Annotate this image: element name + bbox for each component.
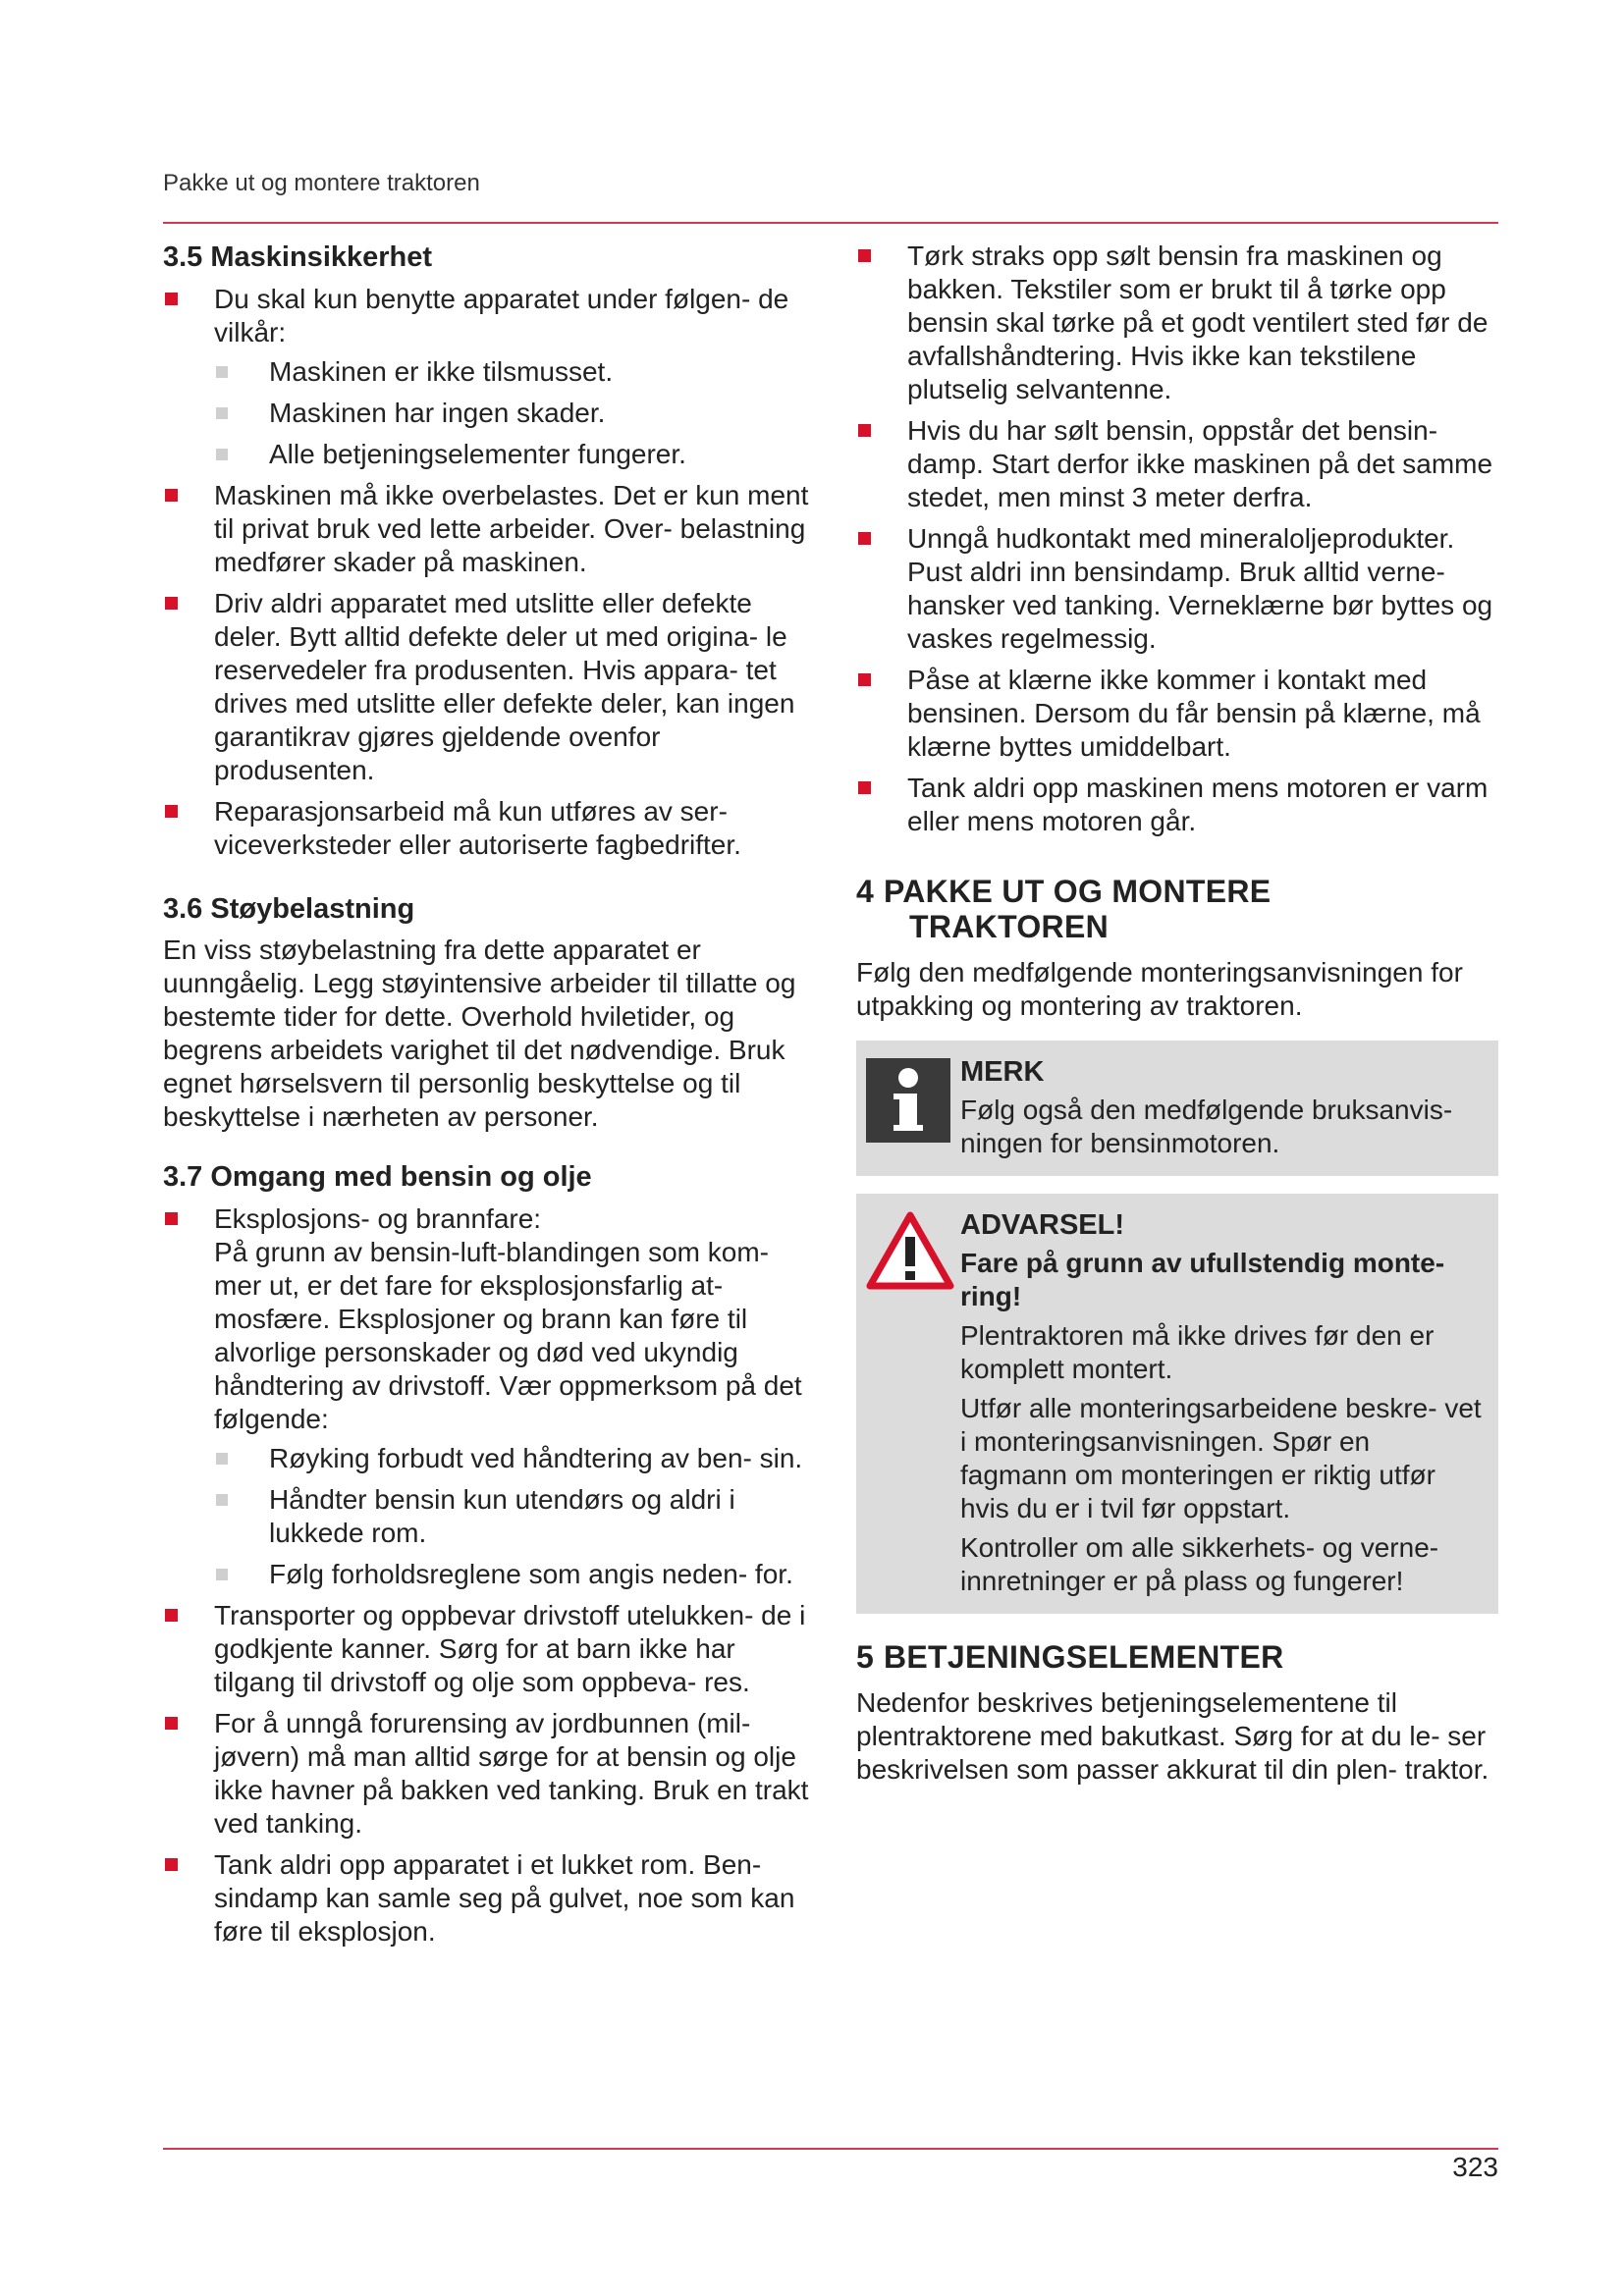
advarsel-paragraph: Plentraktoren må ikke drives før den er komplett montert. (960, 1320, 1435, 1384)
sub-bullet-square-icon (216, 366, 228, 378)
bullet-square-icon (165, 1609, 178, 1622)
list-item-text: Påse at klærne ikke kommer i kontakt med bensinen. Dersom du får bensin på klærne, må klærne byttes umiddelbart. (907, 665, 1481, 762)
bullet-square-icon (858, 249, 871, 262)
advarsel-paragraph: Utfør alle monteringsarbeidene beskre- vet i monteringsanvisningen. Spør en fagmann om monteringen er riktig utfør hvis du er i tvil før oppstart. (960, 1393, 1482, 1523)
list-item-text: Transporter og oppbevar drivstoff utelukken- de i godkjente kanner. Sørg for at barn ikke har tilgang til drivstoff og olje som oppbeva- res. (214, 1600, 806, 1698)
section-3-7-title: 3.7 Omgang med bensin og olje (163, 1161, 592, 1194)
sub-bullet-square-icon (216, 1569, 228, 1580)
advarsel-subtitle: Fare på grunn av ufullstendig monte- ring! (960, 1248, 1445, 1311)
footer-rule (163, 2148, 1498, 2150)
right-column (856, 240, 1498, 1804)
section-3-6-title: 3.6 Støybelastning (163, 892, 415, 925)
list-item (163, 1848, 811, 1949)
list-item-text: Tank aldri opp maskinen mens motoren er varm eller mens motoren går. (907, 773, 1489, 836)
bullet-square-icon (165, 597, 178, 610)
bullet-square-icon (165, 1717, 178, 1730)
section-3-5-title: 3.5 Maskinsikkerhet (163, 241, 433, 273)
sub-list-item-text: Maskinen har ingen skader. (269, 397, 606, 428)
list-item-text: Tørk straks opp sølt bensin fra maskinen og bakken. Tekstiler som er brukt til å tørke opp bensin skal tørke på et godt ventilert sted før de avfallshåndtering. Hvis ikke kan tekstilene plutselig selvantenne. (907, 240, 1489, 404)
section-4-title (856, 874, 1498, 944)
list-item (163, 283, 811, 471)
running-header: Pakke ut og montere traktoren (163, 170, 480, 196)
list-item-text: Maskinen må ikke overbelastes. Det er kun ment til privat bruk ved lette arbeider. Over- belastning medfører skader på maskinen. (214, 479, 809, 577)
page-number: 323 (1452, 2152, 1498, 2182)
sub-list-item (214, 1483, 811, 1550)
section-5-text: Nedenfor beskrives betjeningselementene til plentraktorene med bakutkast. Sørg for at du le- ser beskrivelsen som passer akkurat til din plen- traktor. (856, 1687, 1489, 1785)
sub-list-item-text: Maskinen er ikke tilsmusset. (269, 355, 614, 387)
sub-bullet-square-icon (216, 449, 228, 460)
section-5-title (856, 1639, 1498, 1675)
sub-list-item (214, 1442, 811, 1475)
bullet-square-icon (858, 673, 871, 686)
list-item (856, 240, 1498, 406)
list-item (163, 1707, 811, 1841)
info-icon (866, 1058, 950, 1148)
sub-list-item-text: Håndter bensin kun utendørs og aldri i lukkede rom. (269, 1484, 735, 1549)
merk-notice (856, 1041, 1498, 1176)
list-item-lead: Eksplosjons- og brannfare: (214, 1203, 542, 1235)
section-4-title-line2: TRAKTOREN (909, 909, 1109, 944)
list-item-text: På grunn av bensin-luft-blandingen som kom- mer ut, er det fare for eksplosjonsfarlig at- mosfære. Eksplosjoner og brann kan føre til alvorlige personskader og død ved ukyndig håndtering av drivstoff. Vær oppmerksom på det følgende: (214, 1237, 802, 1435)
section-4-number: 4 (856, 874, 875, 909)
bullet-square-icon (165, 1858, 178, 1871)
list-item (856, 772, 1498, 838)
list-item (856, 664, 1498, 764)
list-item-text: Unngå hudkontakt med mineraloljeprodukter. Pust aldri inn bensindamp. Bruk alltid verne- hansker ved tanking. Verneklærne bør byttes og vaskes regelmessig. (907, 523, 1493, 654)
advarsel-label: ADVARSEL! (960, 1209, 1125, 1241)
list-item (163, 587, 811, 787)
section-5-number: 5 (856, 1639, 875, 1675)
advarsel-paragraph: Kontroller om alle sikkerhets- og verne- innretninger er på plass og fungerer! (960, 1532, 1439, 1596)
list-item (163, 795, 811, 862)
sub-list-item (214, 1558, 811, 1591)
merk-label: MERK (960, 1056, 1045, 1088)
bullet-square-icon (165, 489, 178, 502)
conditions-sublist (214, 355, 811, 471)
list-item-text: Reparasjonsarbeid må kun utføres av ser- viceverksteder eller autoriserte fagbedrifter. (214, 795, 741, 860)
list-item (856, 414, 1498, 514)
sub-bullet-square-icon (216, 1494, 228, 1506)
section-4-text: Følg den medfølgende monteringsanvisningen for utpakking og montering av traktoren. (856, 957, 1463, 1021)
warning-triangle-icon (866, 1211, 954, 1295)
bullet-square-icon (165, 293, 178, 305)
merk-text: Følg også den medfølgende bruksanvis- ningen for bensinmotoren. (960, 1095, 1453, 1158)
list-item (163, 1599, 811, 1699)
bullet-square-icon (165, 805, 178, 818)
bullet-square-icon (858, 781, 871, 794)
list-item-text: Driv aldri apparatet med utslitte eller defekte deler. Bytt alltid defekte deler ut med origina- le reservedeler fra produsenten. Hvis appara- tet drives med utslitte eller defekte deler, kan ingen garantikrav gjøres gjeldende ovenfor produsenten. (214, 587, 795, 785)
section-3-6-text: En viss støybelastning fra dette apparatet er uunngåelig. Legg støyintensive arbeider til tillatte og bestemte tider for dette. Overhold hviletider, og begrens arbeidets varighet til det nødvendige. Bruk egnet hørselsvern til personlig beskyttelse og til beskyttelse i nærheten av personer. (163, 934, 796, 1133)
fuel-handling-list (856, 240, 1498, 838)
sub-list-item-text: Alle betjeningselementer fungerer. (269, 438, 686, 469)
bullet-square-icon (858, 424, 871, 437)
section-3-5-list (163, 283, 811, 862)
list-item-text: Du skal kun benytte apparatet under følgen- de vilkår: (214, 283, 789, 347)
left-column (163, 240, 811, 1956)
bullet-square-icon (858, 532, 871, 545)
section-3-7-list (163, 1202, 811, 1949)
sub-list-item-text: Røyking forbudt ved håndtering av ben- sin. (269, 1443, 803, 1474)
sub-bullet-square-icon (216, 407, 228, 419)
list-item (163, 479, 811, 579)
rules-sublist (214, 1442, 811, 1591)
list-item-text: Hvis du har sølt bensin, oppstår det bensin- damp. Start derfor ikke maskinen på det samme stedet, men minst 3 meter derfra. (907, 415, 1493, 512)
section-4-title-line1: PAKKE UT OG MONTERE (884, 874, 1272, 909)
sub-list-item (214, 397, 811, 430)
sub-list-item (214, 438, 811, 471)
sub-bullet-square-icon (216, 1453, 228, 1465)
list-item (856, 522, 1498, 656)
list-item-text: For å unngå forurensing av jordbunnen (mil- jøvern) må man alltid sørge for at bensin og olje ikke havner på bakken ved tanking. Bruk en trakt ved tanking. (214, 1708, 809, 1840)
advarsel-notice (856, 1194, 1498, 1614)
sub-list-item (214, 355, 811, 389)
list-item-text: Tank aldri opp apparatet i et lukket rom. Ben- sindamp kan samle seg på gulvet, noe som kan føre til eksplosjon. (214, 1849, 795, 1948)
header-rule (163, 222, 1498, 224)
bullet-square-icon (165, 1212, 178, 1225)
section-5-title-text: BETJENINGSELEMENTER (884, 1639, 1284, 1675)
sub-list-item-text: Følg forholdsreglene som angis neden- for. (269, 1559, 793, 1590)
list-item (163, 1202, 811, 1591)
